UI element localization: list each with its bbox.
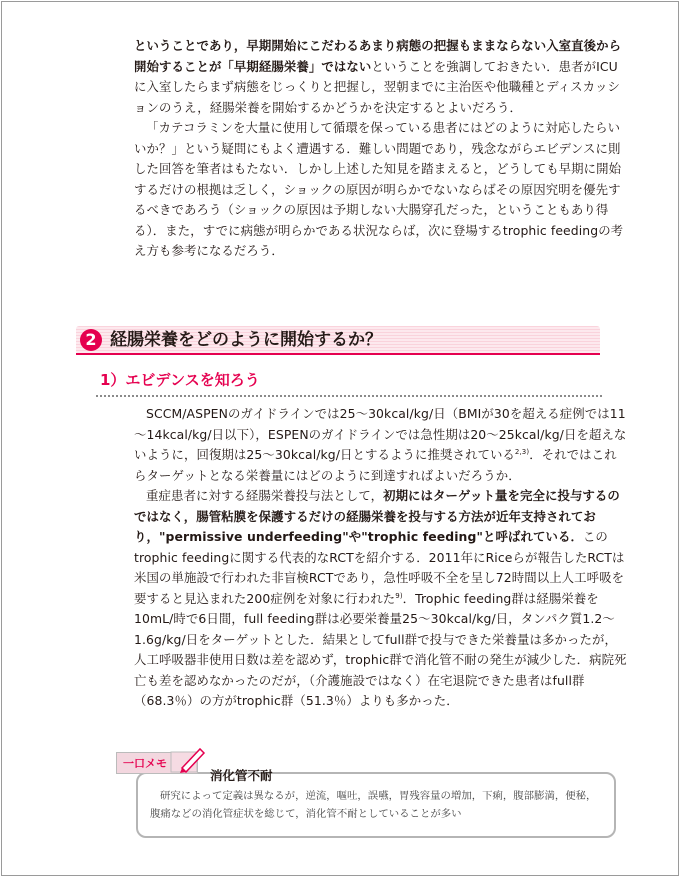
- trophic-bold-text: 初期にはターゲット量を完全に投与するのではなく，腸管粘膜を保護するだけの経腸栄養を投与する方法が近年支持されており，"permissive underfeeding"や"trophic feeding"と呼ばれている．: [134, 488, 620, 544]
- body-paragraph-trophic: [134, 486, 628, 712]
- reference-superscript: 2,3): [514, 448, 530, 456]
- section-number-badge: 2: [80, 329, 102, 351]
- memo-title: 消化管不耐: [210, 768, 273, 783]
- subsection-dotted-rule: [96, 395, 602, 397]
- pen-icon: [170, 746, 206, 774]
- guideline-text: SCCM/ASPENのガイドラインでは25～30kcal/kg/日（BMIが30を超える症例では11～14kcal/kg/日以下），ESPENのガイドラインでは急性期は20～25kcal/kg/日を超えないように，回復期は25～30kcal/kg/日とするように推奨されている: [134, 406, 627, 462]
- memo-body: [150, 788, 602, 823]
- intro-bold-text: ということであり，早期開始にこだわるあまり病態の把握もままならない入室直後から開始することが「早期経腸栄養」ではない: [134, 38, 622, 74]
- intro-text-rest: ということを強調しておきたい．患者がICUに入室したらまず病態をじっくりと把握し，翌朝までに主治医や他職種とディスカッションのうえ，経腸栄養を開始するかどうかを決定するとよいだろう．: [134, 58, 621, 115]
- reference-superscript: 9): [395, 591, 403, 600]
- trophic-lead: 重症患者に対する経腸栄養投与法として，: [146, 488, 384, 503]
- section-title: 経腸栄養をどのように開始するか？: [110, 330, 382, 350]
- intro-paragraph-1: [134, 36, 628, 118]
- body-paragraph-guidelines: [134, 404, 628, 486]
- memo-text: 研究によって定義は異なるが，逆流，嘔吐，誤嚥，胃残容量の増加，下痢，腹部膨満，便秘，腹痛などの消化管症状を総じて，消化管不耐としていることが多い: [150, 790, 597, 820]
- memo-tag: 一口メモ: [116, 752, 198, 774]
- intro-text: [134, 36, 628, 262]
- trophic-results-text: ．Trophic feeding群は経腸栄養を10mL/時で6日間，full feeding群は必要栄養量25～30kcal/kg/日，タンパク質1.2～1.6g/kg/日をターゲットとした．結果としてfull群で投与できた栄養量は多かったが，人工呼吸器非使用日数は差を認めず，trophic群で消化管不耐の発生が減少した．病院死亡も差を認めなかったのだが，（介護施設ではなく）在宅退院できた患者はfull群（68.3％）の方がtrophic群（51.3％）よりも多かった．: [134, 590, 627, 708]
- subsection-title: 1）エビデンスを知ろう: [100, 371, 260, 389]
- intro-paragraph-2: 「カテコラミンを大量に使用して循環を保っている患者にはどのように対応したらいいか？」という疑問にもよく遭遇する．難しい問題であり，残念ながらエビデンスに則した回答を筆者はもたない．しかし上述した知見を踏まえると，どうしても早期に開始するだけの根拠は乏しく，ショックの原因が明らかでないならばその原因究明を優先するべきであろう（ショックの原因は予期しない大腸穿孔だった，ということもあり得る）．また，すでに病態が明らかである状況ならば，次に登場するtrophic feedingの考え方も参考になるだろう．: [134, 120, 624, 258]
- body-text: [134, 404, 628, 712]
- section-header-underline: [76, 353, 600, 355]
- trophic-rct-text: このtrophic feedingに関する代表的なRCTを紹介する．2011年にRiceらが報告したRCTは米国の単施設で行われた非盲検RCTであり，急性呼吸不全を呈し72時間以上人工呼吸を要すると見込まれた200症例を対象に行われた: [134, 529, 625, 606]
- guideline-text-tail: ．それではこれらターゲットとなる栄養量にはどのように到達すればよいだろうか．: [134, 447, 617, 483]
